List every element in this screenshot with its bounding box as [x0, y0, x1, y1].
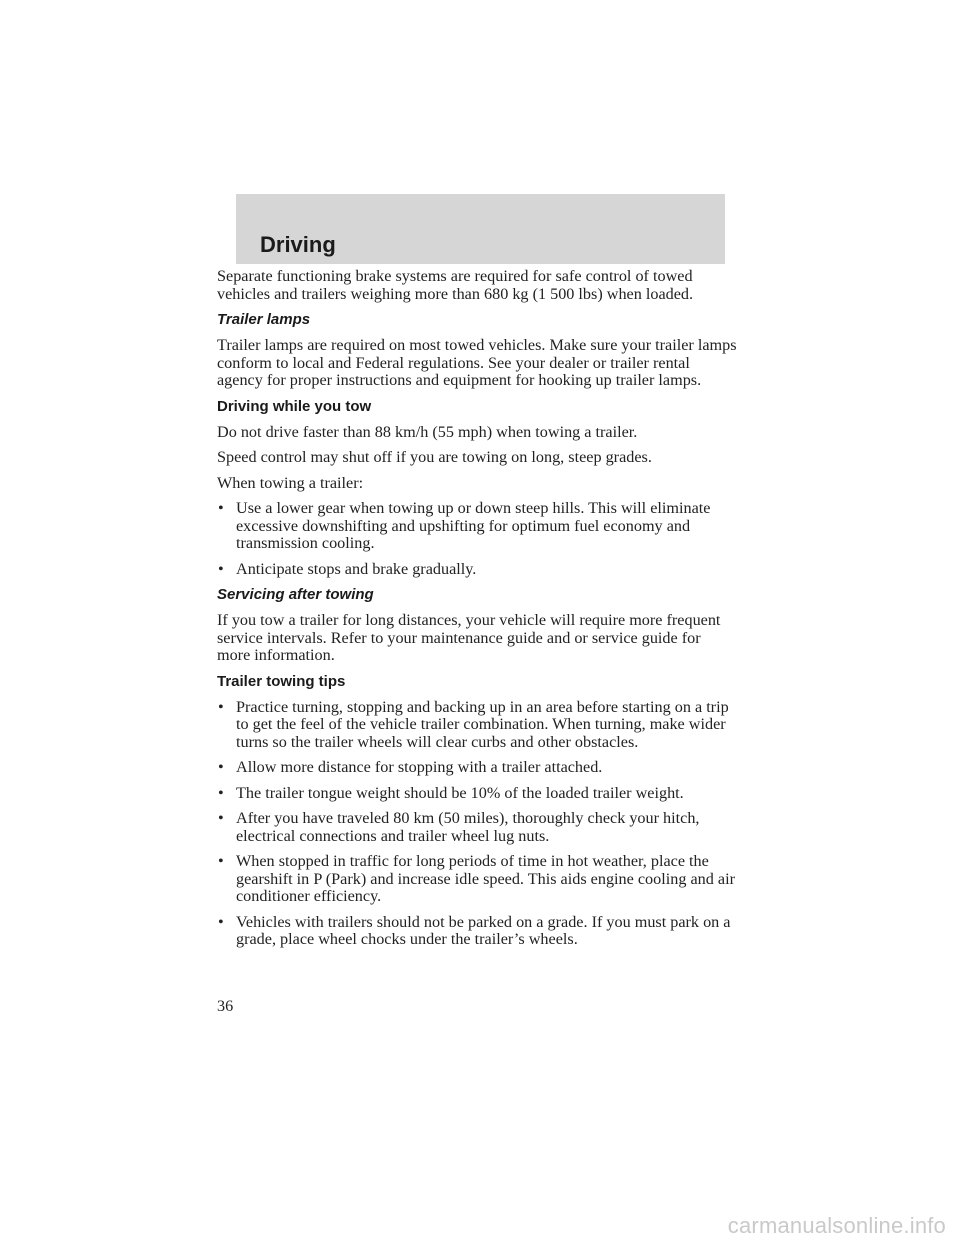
- page-number: 36: [217, 997, 234, 1015]
- section-title: Driving: [260, 232, 336, 257]
- list-item-text: When stopped in traffic for long periods of time in hot weather, place the gearshift in P (Park) and increase idle speed. This aids engine cooling and air conditioner efficiency.: [236, 852, 735, 905]
- list-item-text: Practice turning, stopping and backing up in an area before starting on a trip to get the feel of the vehicle trailer combination. When turning, make wider turns so the trailer wheels will clear curbs and other obstacles.: [236, 697, 729, 751]
- page-content: [217, 268, 737, 957]
- bullet-icon: •: [218, 809, 224, 827]
- trailer-lamps-paragraph: Trailer lamps are required on most towed vehicles. Make sure your trailer lamps conform to local and Federal regulations. See your dealer or trailer rental agency for proper instructions and equipment for hooking up trailer lamps.: [217, 336, 737, 389]
- towing-bullet-list: [217, 500, 737, 578]
- bullet-icon: •: [218, 697, 224, 716]
- list-item-text: Allow more distance for stopping with a trailer attached.: [236, 758, 603, 776]
- intro-paragraph: Separate functioning brake systems are required for safe control of towed vehicles and trailers weighing more than 680 kg (1 500 lbs) when loaded.: [217, 267, 694, 303]
- heading-driving-while-tow: Driving while you tow: [217, 397, 372, 415]
- section-header-box: [236, 194, 725, 264]
- bullet-icon: •: [218, 912, 224, 931]
- list-item: [217, 759, 737, 777]
- list-item: [217, 699, 737, 752]
- heading-trailer-lamps: Trailer lamps: [217, 311, 311, 328]
- when-towing-paragraph: When towing a trailer:: [217, 473, 364, 492]
- heading-servicing: Servicing after towing: [217, 586, 374, 603]
- bullet-icon: •: [218, 852, 224, 870]
- list-item: [217, 785, 737, 803]
- list-item-text: Vehicles with trailers should not be parked on a grade. If you must park on a grade, place wheel chocks under the trailer’s wheels.: [236, 912, 731, 948]
- bullet-icon: •: [218, 499, 224, 517]
- bullet-icon: •: [218, 758, 224, 776]
- heading-towing-tips: Trailer towing tips: [217, 672, 346, 690]
- site-watermark: carmanualsonline.info: [727, 1213, 946, 1238]
- list-item-text: Anticipate stops and brake gradually.: [236, 559, 477, 578]
- list-item: [217, 853, 737, 906]
- list-item: [217, 810, 737, 845]
- speed-limit-paragraph: Do not drive faster than 88 km/h (55 mph) when towing a trailer.: [217, 422, 638, 441]
- list-item-text: The trailer tongue weight should be 10% of the loaded trailer weight.: [236, 783, 684, 802]
- list-item: [217, 561, 737, 579]
- bullet-icon: •: [218, 559, 224, 578]
- list-item-text: After you have traveled 80 km (50 miles), thoroughly check your hitch, electrical connections and trailer wheel lug nuts.: [236, 809, 700, 845]
- list-item: [217, 914, 737, 949]
- tips-bullet-list: [217, 699, 737, 949]
- list-item: [217, 500, 737, 553]
- bullet-icon: •: [218, 783, 224, 802]
- servicing-paragraph: If you tow a trailer for long distances, your vehicle will require more frequent service intervals. Refer to your maintenance guide and or service guide for more information.: [217, 611, 721, 664]
- list-item-text: Use a lower gear when towing up or down steep hills. This will eliminate excessive downshifting and upshifting for optimum fuel economy and transmission cooling.: [236, 499, 711, 552]
- speed-control-paragraph: Speed control may shut off if you are towing on long, steep grades.: [217, 448, 652, 466]
